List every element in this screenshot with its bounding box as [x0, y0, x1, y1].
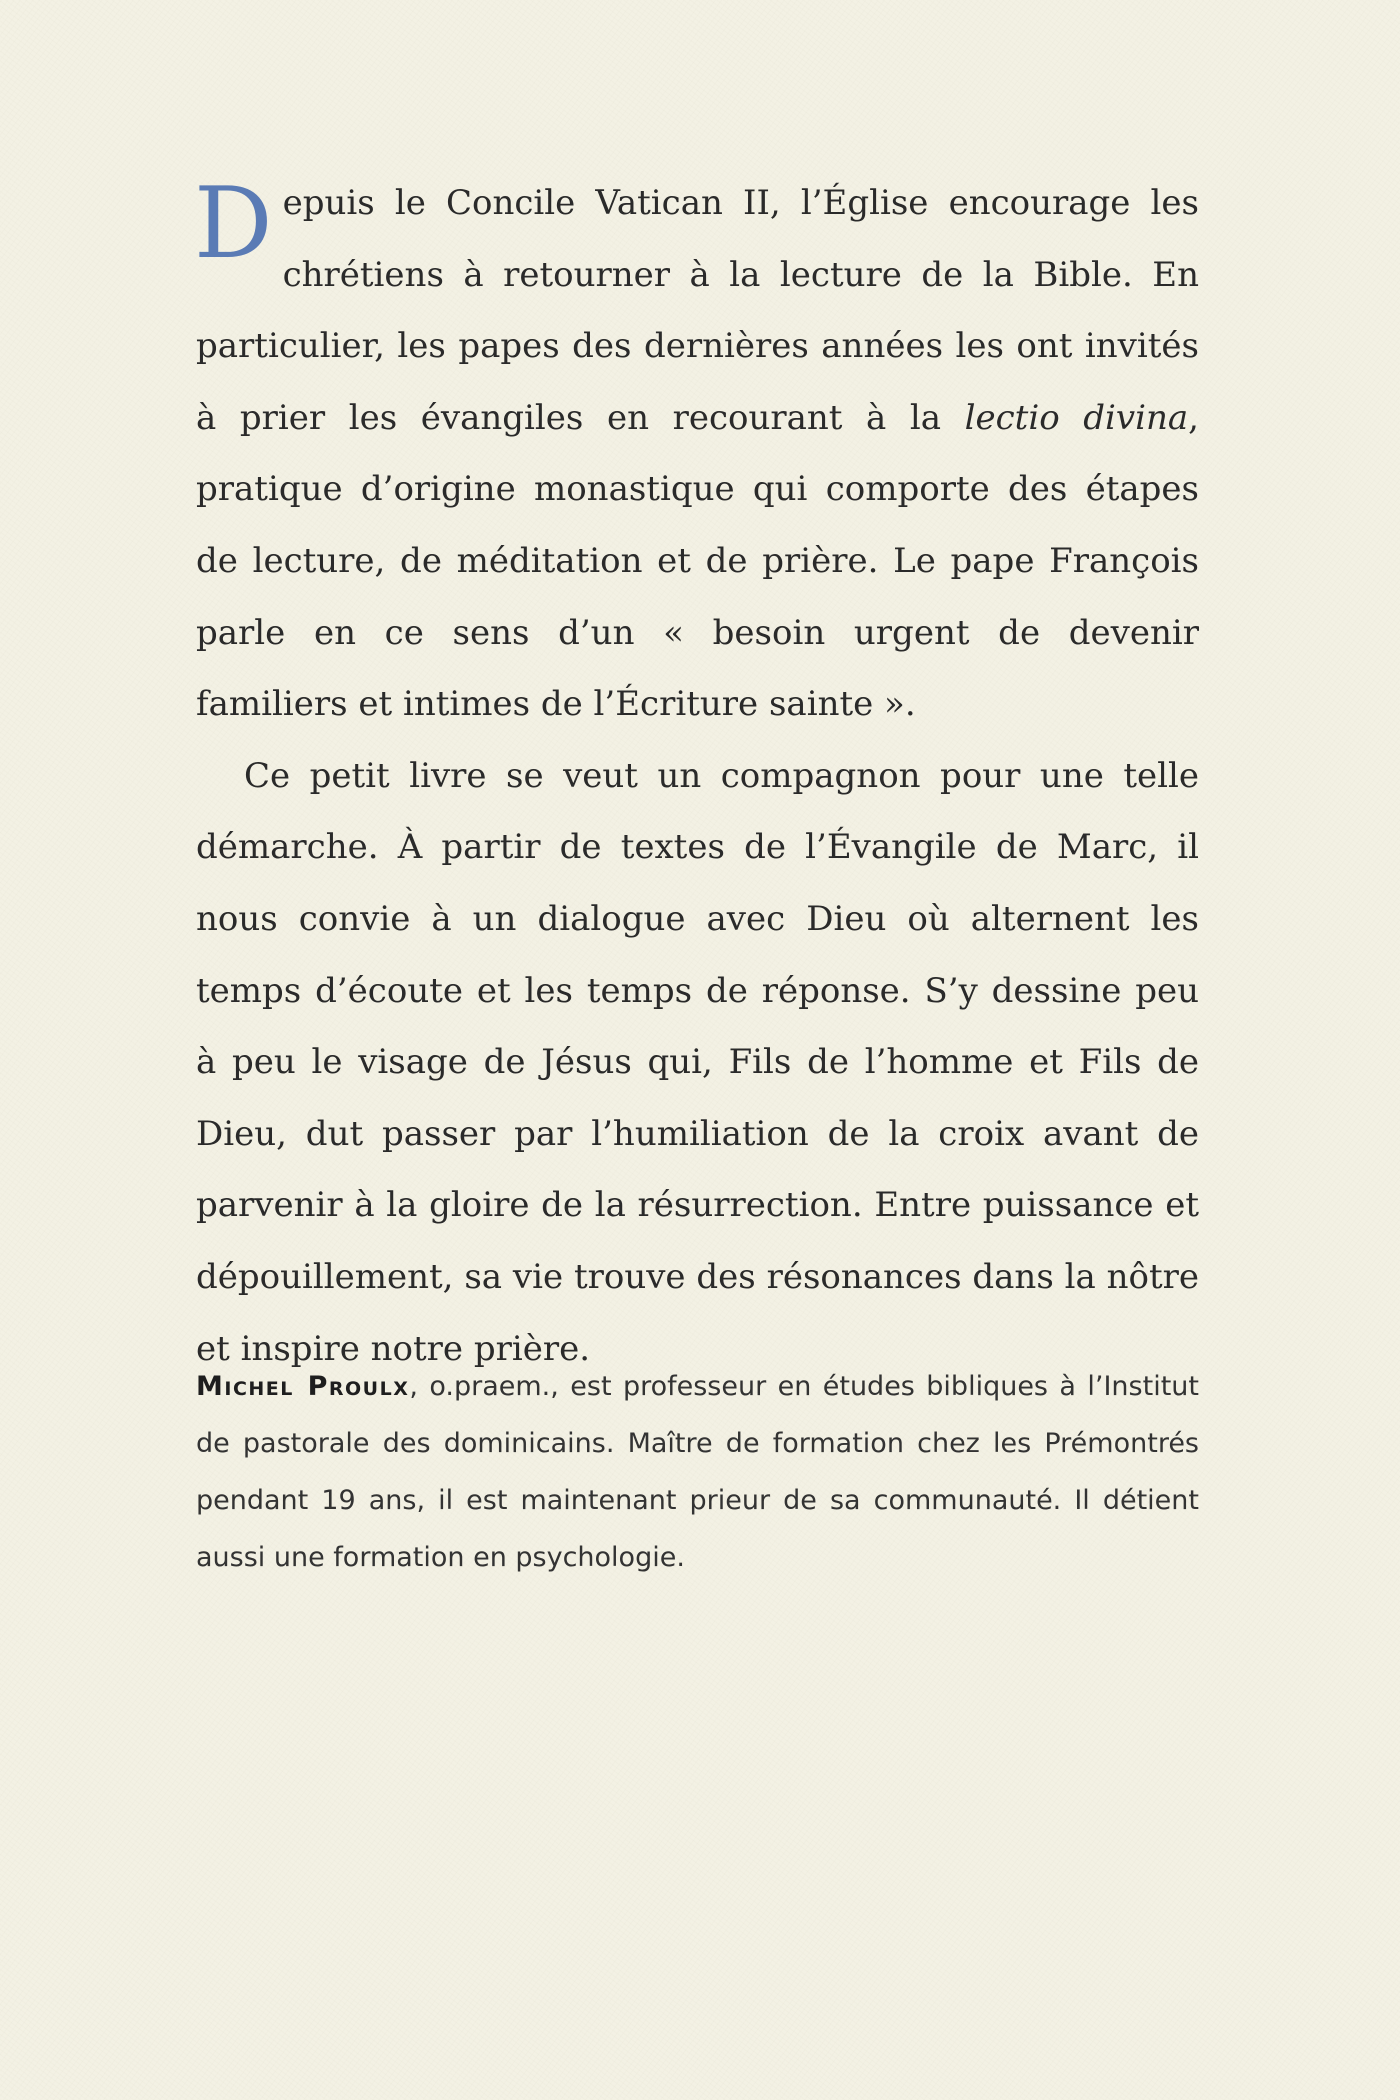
lectio-divina-italic: lectio divina — [964, 397, 1189, 438]
author-name: Michel Proulx — [196, 1371, 410, 1402]
intro-paragraph-2: Ce petit livre se veut un compagnon pour une telle démarche. À partir de textes de l’Évangile de Marc, il nous convie à un dialogue avec Dieu où alternent les temps d’écoute et les temps de réponse. S’y dessine peu à peu le visage de Jésus qui, Fils de l’homme et Fils de Dieu, dut passer par l’humiliation de la croix avant de parvenir à la gloire de la résurrection. Entre puissance et dépouillement, sa vie trouve des résonances dans la nôtre et inspire notre prière. — [196, 755, 1199, 1369]
author-bio-paragraph — [196, 1358, 1199, 1586]
author-bio — [196, 1358, 1199, 1586]
intro-paragraph-1-start: epuis le Concile Vatican II, l’Église encourage les chrétiens à retourner à la lecture de la Bible. En particulier, les papes des dernières années les ont invités à prier les évangiles en recourant à la — [196, 183, 1199, 438]
author-bio-text: , o.praem., est professeur en études bibliques à l’Institut de pastorale des dominicains. Maître de formation chez les Prémontrés pendant 19 ans, il est maintenant prieur de sa communauté. Il détient aussi une formation en psychologie. — [196, 1371, 1199, 1573]
intro-paragraph-1 — [196, 168, 1199, 741]
drop-cap-letter: D — [194, 167, 273, 281]
intro-paragraph-1-end: , pratique d’origine monastique qui comporte des étapes de lecture, de méditation et de prière. Le pape François parle en ce sens d’un « besoin urgent de devenir familiers et intimes de l’Écriture sainte ». — [196, 397, 1199, 725]
intro-text — [196, 168, 1199, 1385]
